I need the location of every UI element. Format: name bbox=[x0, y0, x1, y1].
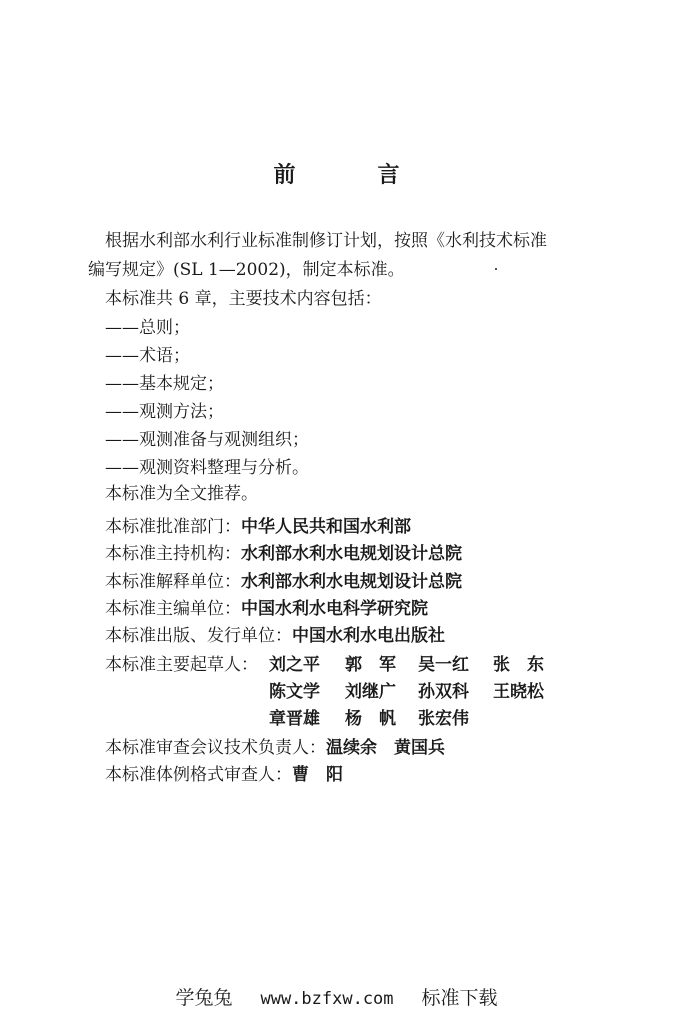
drafters-label: 本标准主要起草人： bbox=[105, 655, 258, 675]
footer-site-name: 学兔兔 bbox=[175, 987, 233, 1009]
drafter-name: 陈文学 bbox=[269, 682, 320, 702]
recommendation-text: 本标准为全文推荐。 bbox=[105, 484, 258, 504]
publisher-label: 本标准出版、发行单位： bbox=[105, 626, 292, 646]
drafter-name: 章晋雄 bbox=[269, 709, 320, 729]
drafter-name: 郭 军 bbox=[345, 655, 396, 675]
chapter-item: ——观测准备与观测组织； bbox=[105, 430, 309, 450]
drafter-name: 刘继广 bbox=[345, 682, 396, 702]
host-value: 水利部水利水电规划设计总院 bbox=[241, 544, 462, 564]
host-org bbox=[105, 544, 462, 564]
drafter-name: 孙双科 bbox=[418, 682, 469, 702]
publisher-value: 中国水利水电出版社 bbox=[292, 626, 445, 646]
footer-url[interactable]: www.bzfxw.com bbox=[260, 989, 394, 1009]
intro-line-1: 根据水利部水利行业标准制修订计划，按照《水利技术标准 bbox=[105, 231, 547, 251]
editor-unit bbox=[105, 599, 428, 619]
editor-value: 中国水利水电科学研究院 bbox=[241, 599, 428, 619]
chapter-item: ——术语； bbox=[105, 346, 190, 366]
approval-label: 本标准批准部门： bbox=[105, 517, 241, 537]
drafter-name: 张 东 bbox=[493, 655, 544, 675]
drafter-name: 张宏伟 bbox=[418, 709, 469, 729]
review-value: 温续余 黄国兵 bbox=[326, 738, 445, 758]
approval-dept bbox=[105, 517, 411, 537]
drafter-name: 吴一红 bbox=[418, 655, 469, 675]
interpret-label: 本标准解释单位： bbox=[105, 572, 241, 592]
chapter-item: ——观测资料整理与分析。 bbox=[105, 458, 309, 478]
review-lead bbox=[105, 738, 445, 758]
chapter-item: ——总则； bbox=[105, 318, 190, 338]
host-label: 本标准主持机构： bbox=[105, 544, 241, 564]
interpret-unit bbox=[105, 572, 462, 592]
chapter-item: ——基本规定； bbox=[105, 374, 224, 394]
publisher-unit bbox=[105, 626, 445, 646]
footer-watermark bbox=[0, 983, 673, 1010]
drafter-name: 刘之平 bbox=[269, 655, 320, 675]
chapter-item: ——观测方法； bbox=[105, 402, 224, 422]
editor-label: 本标准主编单位： bbox=[105, 599, 241, 619]
format-reviewer bbox=[105, 765, 343, 785]
interpret-value: 水利部水利水电规划设计总院 bbox=[241, 572, 462, 592]
scan-speck bbox=[495, 268, 497, 270]
format-value: 曹 阳 bbox=[292, 765, 343, 785]
drafter-name: 王晓松 bbox=[493, 682, 544, 702]
chapters-intro: 本标准共 6 章，主要技术内容包括： bbox=[105, 289, 382, 309]
footer-tagline: 标准下载 bbox=[421, 987, 498, 1009]
page-title: 前 言 bbox=[273, 163, 430, 188]
format-label: 本标准体例格式审查人： bbox=[105, 765, 292, 785]
review-label: 本标准审查会议技术负责人： bbox=[105, 738, 326, 758]
approval-value: 中华人民共和国水利部 bbox=[241, 517, 411, 537]
drafter-name: 杨 帆 bbox=[345, 709, 396, 729]
intro-line-2: 编写规定》(SL 1—2002)，制定本标准。 bbox=[88, 260, 405, 280]
